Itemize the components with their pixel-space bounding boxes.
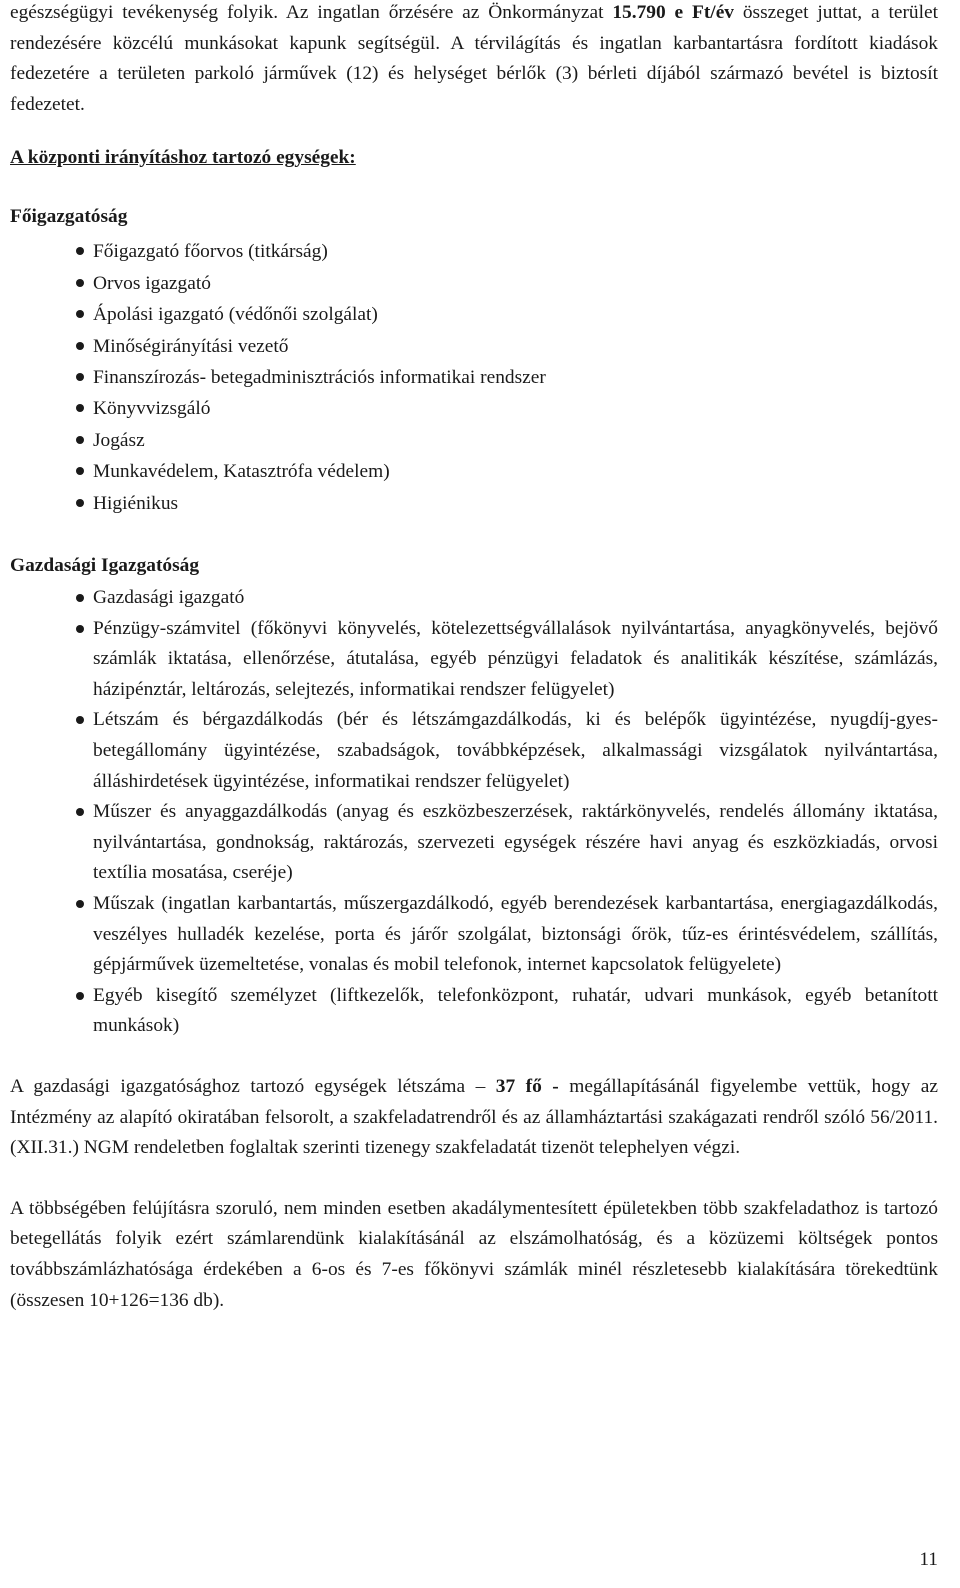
list-item: Egyéb kisegítő személyzet (liftkezelők, telefonközpont, ruhatár, udvari munkások, egyéb betanított munkások)	[10, 981, 938, 1042]
list-item: Jogász	[10, 425, 938, 456]
list-item: Minőségirányítási vezető	[10, 331, 938, 362]
list-item: Főigazgató főorvos (titkárság)	[10, 236, 938, 267]
list-item: Műszer és anyaggazdálkodás (anyag és eszközbeszerzések, raktárkönyvelés, rendelés állomány iktatása, nyilvántartása, gondnokság, raktározás, szervezeti egységek részére havi anyag és eszközkiadás, orvosi textília mosatása, cseréje)	[10, 797, 938, 889]
list-item: Műszak (ingatlan karbantartás, műszergazdálkodó, egyéb berendezések karbantartása, energiagazdálkodás, veszélyes hulladék kezelése, porta és járőr szolgálat, biztonsági őrök, tűz-es érintésvédelem, szállítás, gépjárművek üzemeltetése, vonalas és mobil telefonok, internet kapcsolatok felügyelete)	[10, 889, 938, 981]
list-item: Munkavédelem, Katasztrófa védelem)	[10, 456, 938, 487]
list-item: Létszám és bérgazdálkodás (bér és létszámgazdálkodás, ki és belépők ügyintézése, nyugdíj-gyes- betegállomány ügyintézése, szabadságok, továbbképzések, alkalmassági vizsgálatok nyilvántartása, álláshirdetések ügyintézése, informatikai rendszer felügyelet)	[10, 705, 938, 797]
closing-paragraph: A többségében felújításra szoruló, nem minden esetben akadálymentesített épületekben több szakfeladathoz is tartozó betegellátás folyik ezért számlarendünk kialakításánál az elszámolhatóság, és a közüzemi költségek pontos továbbszámlázhatósága érdekében a 6-os és 7-es főkönyvi számlák minél részletesebb kialakítására törekedtünk (összesen 10+126=136 db).	[10, 1197, 938, 1311]
list-item: Orvos igazgató	[10, 268, 938, 299]
staff-count: 37 fő -	[495, 1075, 559, 1097]
list-item: Pénzügy-számvitel (főkönyvi könyvelés, kötelezettségvállalások nyilvántartása, anyagkönyvelés, bejövő számlák iktatása, ellenőrzése, átutalása, egyéb pénzügyi feladatok és analitikák készítése, számlázás, házipénztár, leltározás, selejtezés, informatikai rendszer felügyelet)	[10, 614, 938, 706]
group-heading-gazdasagi: Gazdasági Igazgatóság	[10, 555, 200, 577]
list-item: Könyvvizsgáló	[10, 393, 938, 424]
intro-paragraph	[10, 0, 938, 120]
staff-paragraph	[10, 1072, 938, 1164]
list-item: Ápolási igazgató (védőnői szolgálat)	[10, 299, 938, 330]
intro-text-2: összeget juttat, a terület rendezésére közcélú munkásokat kapunk segítségül. A térvilágítás és ingatlan karbantartásra fordított kiadások fedezetére a területen parkoló járművek (12) és helységet bérlők (3) bérleti díjából származó bevétel is biztosít fedezetet.	[10, 2, 938, 115]
list-foigazgatosag	[10, 236, 938, 519]
list-gazdasagi	[10, 583, 938, 1042]
document-page	[10, 0, 938, 1316]
list-item: Higiénikus	[10, 488, 938, 519]
group-heading-foigazgatosag: Főigazgatóság	[10, 206, 128, 228]
list-item: Finanszírozás- betegadminisztrációs informatikai rendszer	[10, 362, 938, 393]
page-number: 11	[919, 1549, 938, 1570]
staff-text-2: megállapításánál figyelembe vettük, hogy az Intézmény az alapító okiratában felsorolt, a szakfeladatrendről és az államháztartási szakágazati rendről szóló 56/2011.(XII.31.) NGM rendeletben foglaltak szerinti tizenegy szakfeladatát tizenöt telephelyen végzi.	[10, 1075, 938, 1159]
intro-text-1: egészségügyi tevékenység folyik. Az ingatlan őrzésére az Önkormányzat	[10, 2, 613, 23]
intro-amount: 15.790 e Ft/év	[612, 2, 734, 23]
list-item: Gazdasági igazgató	[10, 583, 938, 614]
section-title: A központi irányításhoz tartozó egységek:	[10, 147, 356, 169]
staff-text-1: A gazdasági igazgatósághoz tartozó egységek létszáma –	[10, 1075, 496, 1097]
